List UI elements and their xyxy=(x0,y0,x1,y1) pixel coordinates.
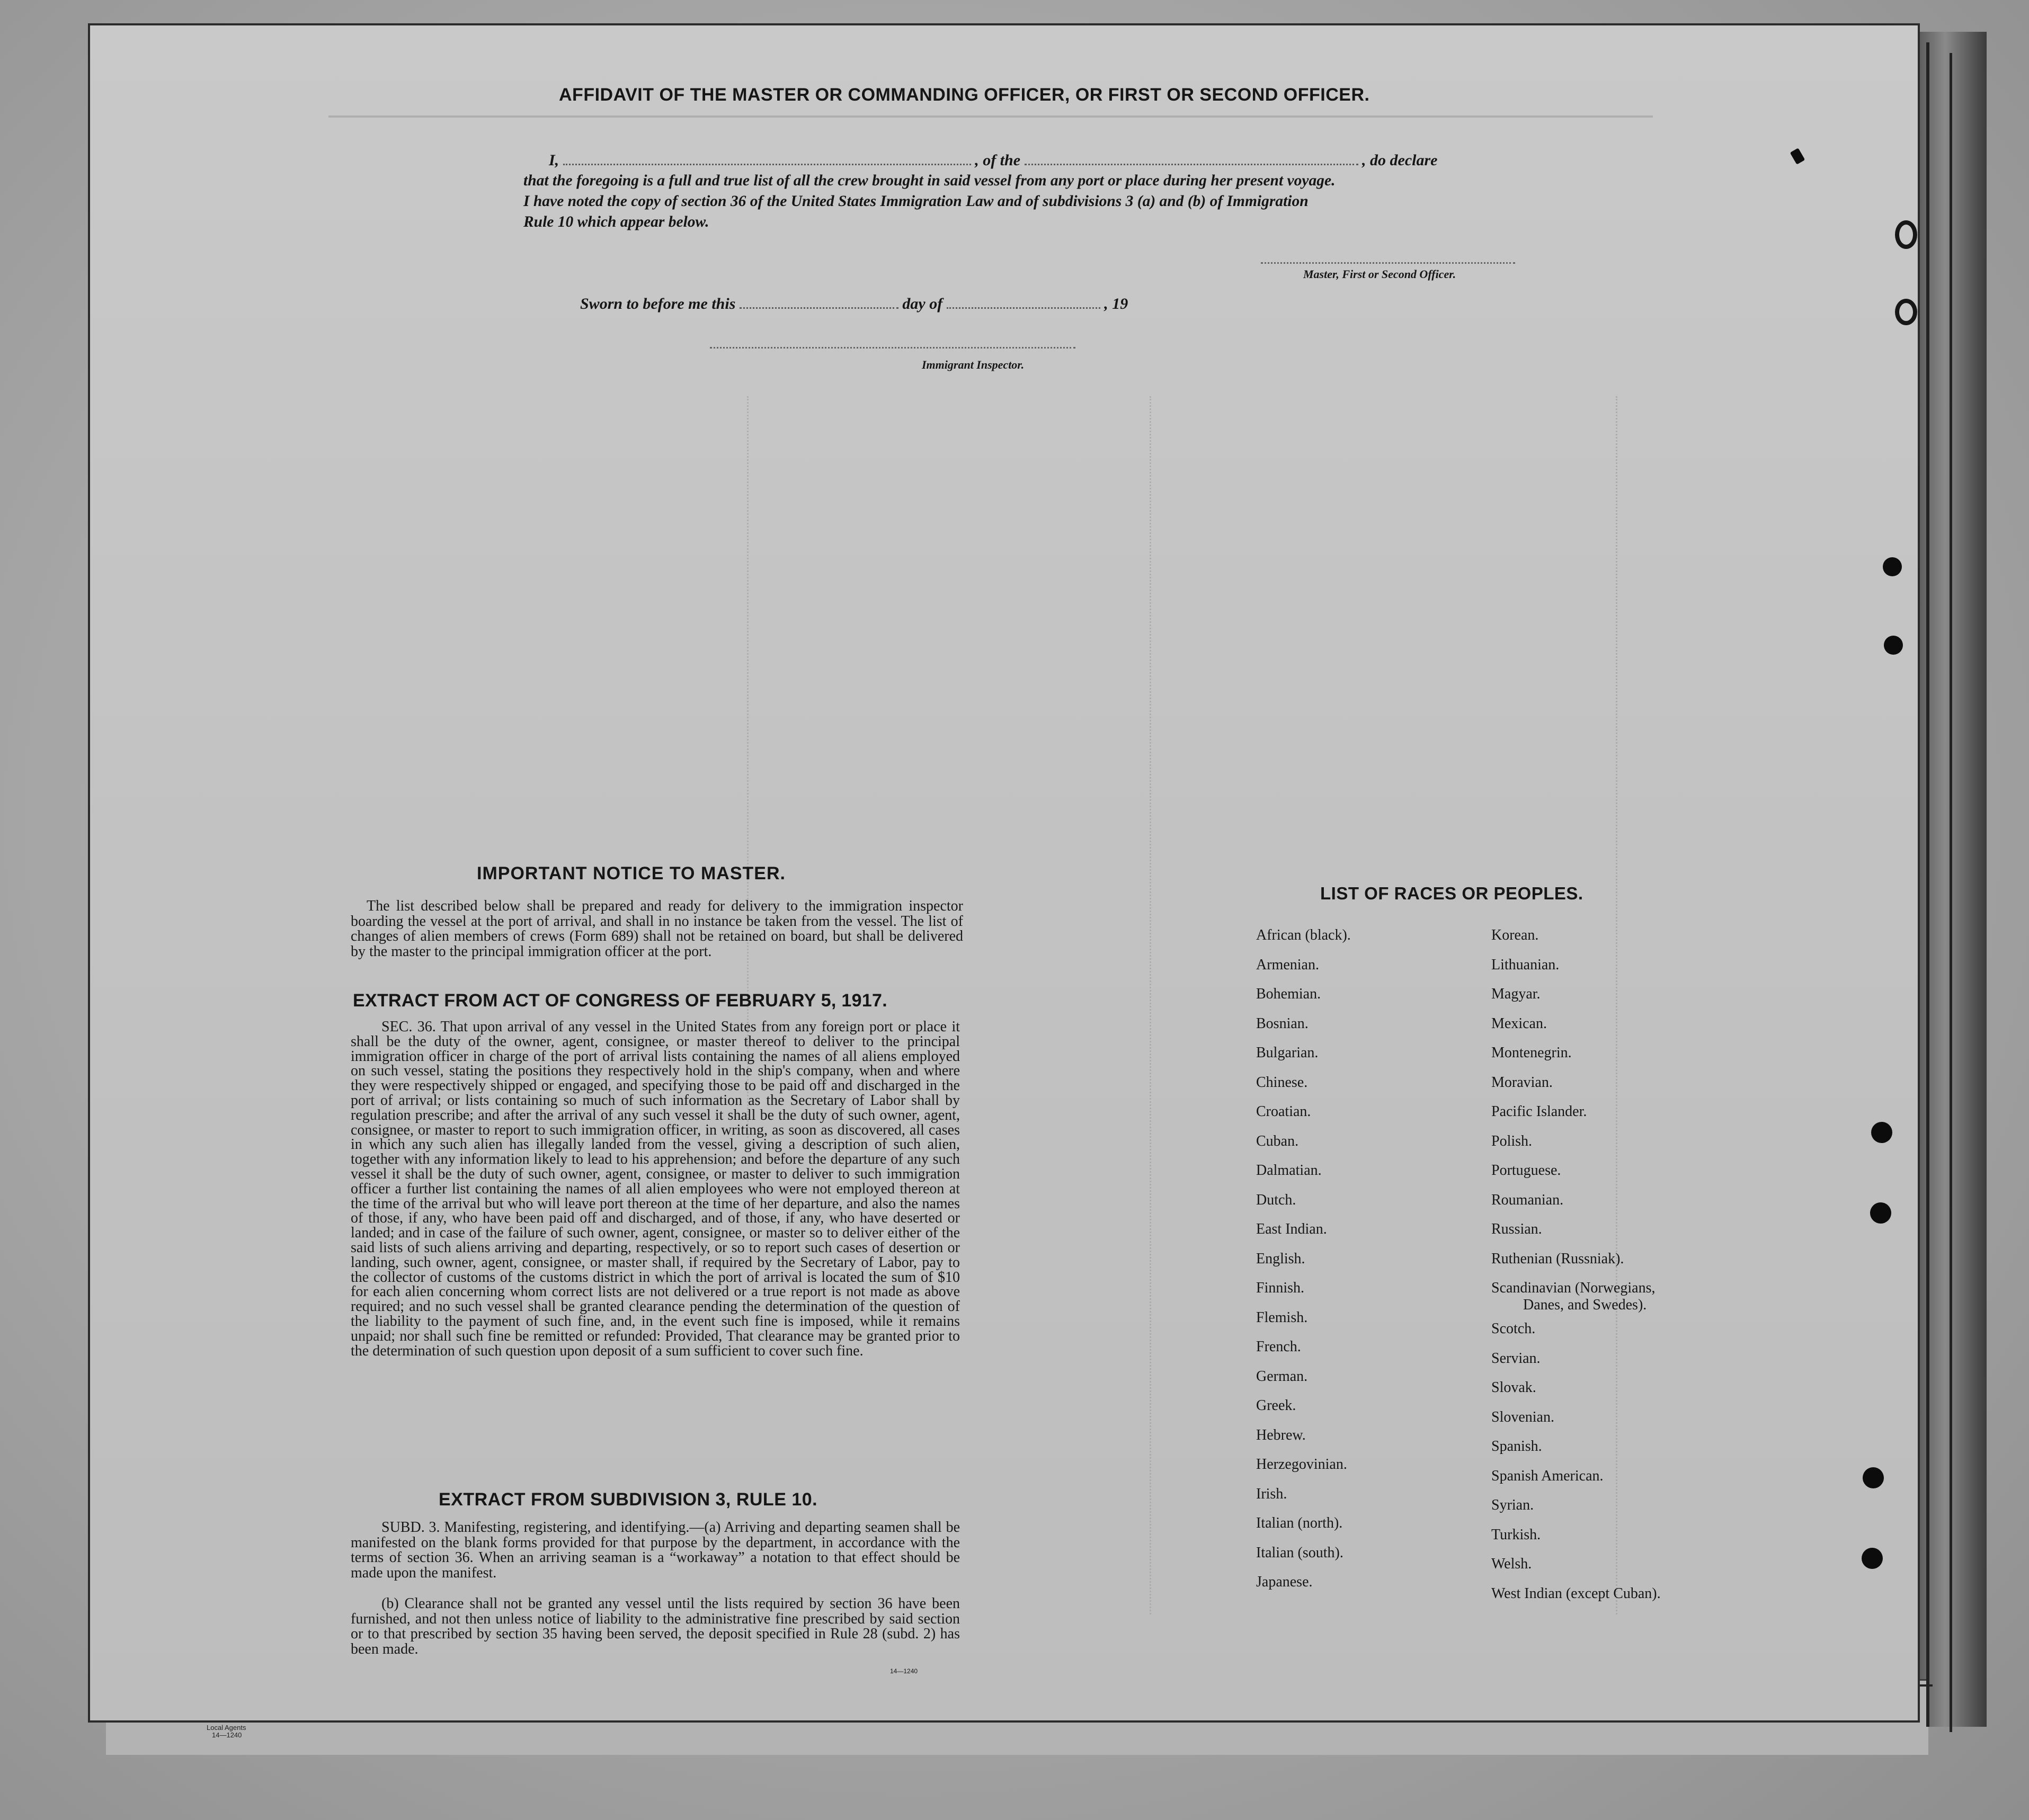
race-entry: Lithuanian. xyxy=(1491,956,1560,973)
affidavit-line-1 xyxy=(549,151,1437,169)
sworn-label: Sworn to before me this xyxy=(580,295,736,313)
bleed-through-column xyxy=(1150,396,1225,1614)
race-entry: French. xyxy=(1256,1339,1301,1355)
race-entry: Korean. xyxy=(1491,927,1539,943)
race-entry: Italian (south). xyxy=(1256,1544,1343,1561)
sworn-day-blank[interactable] xyxy=(740,307,898,309)
race-entry: Russian. xyxy=(1491,1221,1542,1237)
binder-hole xyxy=(1863,1467,1884,1488)
race-entry: Slovenian. xyxy=(1491,1408,1554,1425)
race-entry: Mexican. xyxy=(1491,1015,1547,1032)
notice-title: IMPORTANT NOTICE TO MASTER. xyxy=(477,863,786,884)
race-entry: Danes, and Swedes). xyxy=(1523,1297,1647,1313)
affidavit-line-2: that the foregoing is a full and true list of all the crew brought in said vessel from any port or place during her present voyage. xyxy=(523,172,1336,189)
sworn-month-blank[interactable] xyxy=(947,307,1100,309)
race-entry: Spanish. xyxy=(1491,1438,1542,1455)
race-entry: Slovak. xyxy=(1491,1379,1536,1396)
binder-hole xyxy=(1870,1202,1891,1224)
vessel-blank[interactable] xyxy=(1025,164,1358,165)
race-entry: Herzegovinian. xyxy=(1256,1456,1347,1473)
race-entry: Hebrew. xyxy=(1256,1426,1306,1443)
race-entry: Spanish American. xyxy=(1491,1467,1604,1484)
day-of-label: day of xyxy=(902,295,943,313)
race-entry: Bosnian. xyxy=(1256,1015,1309,1032)
race-entry: Flemish. xyxy=(1256,1309,1308,1326)
affidavit-declare-label: , do declare xyxy=(1362,151,1438,169)
notice-body: The list described below shall be prepared and ready for delivery to the immigration inspector boarding the vessel at the port of arrival, and shall in no instance be taken from the vessel. The list of changes of alien members of crews (Form 689) shall not be retained on board, but shall be delivered by the master to the principal immigration officer at the port. xyxy=(351,898,963,960)
race-entry: Chinese. xyxy=(1256,1074,1308,1091)
race-entry: Moravian. xyxy=(1491,1074,1553,1091)
master-signature-line[interactable] xyxy=(1261,262,1515,264)
race-entry: Magyar. xyxy=(1491,986,1541,1002)
inspector-signature-line[interactable] xyxy=(710,347,1075,349)
sworn-line xyxy=(580,295,1128,313)
affidavit-of-the-label: , of the xyxy=(975,151,1021,169)
race-entry: Pacific Islander. xyxy=(1491,1103,1587,1120)
race-entry: German. xyxy=(1256,1368,1308,1385)
stamp-line: 14—1240 xyxy=(212,1731,242,1739)
page-edge-line xyxy=(1950,53,1952,1732)
stamp-line: Local Agents xyxy=(207,1724,246,1732)
race-entry: Dalmatian. xyxy=(1256,1162,1322,1179)
form-number: 14—1240 xyxy=(890,1667,918,1675)
races-left-column xyxy=(1256,927,1351,1603)
binder-hole xyxy=(1862,1548,1883,1569)
races-title: LIST OF RACES OR PEOPLES. xyxy=(1320,884,1583,903)
race-entry: Bohemian. xyxy=(1256,986,1321,1002)
race-entry: Japanese. xyxy=(1256,1574,1313,1590)
race-entry: West Indian (except Cuban). xyxy=(1491,1585,1661,1602)
race-entry: Finnish. xyxy=(1256,1280,1305,1296)
year-label: , 19 xyxy=(1104,295,1128,313)
race-entry: Greek. xyxy=(1256,1397,1296,1414)
extract-rule-para-b: (b) Clearance shall not be granted any vessel until the lists required by section 36 have been furnished, and not then unless notice of liability to the administrative fine prescribed by said section or to that prescribed by section 35 having been served, the deposit specified in Rule 28 (subd. 2) has been made. xyxy=(351,1595,960,1657)
extract-rule-para-a: SUBD. 3. Manifesting, registering, and identifying.—(a) Arriving and departing seamen shall be manifested on the blank forms provided for that purpose by the department, in accordance with the terms of section 36. When an arriving seaman is a “workaway” a notation to that effect should be made upon the manifest. xyxy=(351,1519,960,1581)
race-entry: Bulgarian. xyxy=(1256,1045,1319,1061)
local-agents-stamp xyxy=(207,1724,246,1739)
extract-act-body: SEC. 36. That upon arrival of any vessel in the United States from any foreign port or place it shall be the duty of the owner, agent, consignee, or master thereof to deliver to the principal immigration officer in charge of the port of arrival lists containing the names of all aliens employed on such vessel, stating the positions they respectively hold in the ship's company, when and where they were respectively shipped or engaged, and specifying those to be paid off and discharged in the port of arrival; or lists containing so much of such information as the Secretary of Labor shall by regulation prescribe; and after the arrival of any such vessel it shall be the duty of such owner, agent, consignee, or master to report to such immigration officer, in writing, as soon as discovered, all cases in which any such alien has illegally landed from the vessel, giving a description of such alien, together with any information likely to lead to his apprehension; and before the departure of any such vessel it shall be the duty of such owner, agent, consignee, or master to deliver to such immigration officer a further list containing the names of all alien employees who were not employed thereon at the time of the arrival but who will leave port thereon at the time of her departure, and also the names of those, if any, who have been paid off and discharged, and of those, if any, who have deserted or landed; and in case of the failure of such owner, agent, consignee, or master so to deliver either of the said lists of such aliens arriving and departing, respectively, or so to report such cases of desertion or landing, such owner, agent, consignee, or master shall, if required by the Secretary of Labor, pay to the collector of customs of the customs district in which the port of arrival is located the sum of $10 for each alien concerning whom correct lists are not delivered or a true report is not made as above required; and no such vessel shall be granted clearance pending the determination of the question of the liability to the payment of such fine, and, in the event such fine is imposed, while it remains unpaid; nor shall such fine be remitted or refunded: Provided, That clearance may be granted prior to the determination of such question upon deposit of a sum sufficient to cover such fine. xyxy=(351,1019,960,1359)
race-entry: Irish. xyxy=(1256,1485,1287,1502)
affidavit-i-label: I, xyxy=(549,151,559,169)
race-entry: Scotch. xyxy=(1491,1321,1536,1337)
race-entry: Turkish. xyxy=(1491,1526,1541,1543)
race-entry: Croatian. xyxy=(1256,1103,1311,1120)
affidavit-line-3: I have noted the copy of section 36 of the United States Immigration Law and of subdivisions 3 (a) and (b) of Immigration xyxy=(523,193,1309,210)
inspector-label: Immigrant Inspector. xyxy=(922,358,1025,371)
race-entry: Polish. xyxy=(1491,1132,1533,1149)
race-entry: East Indian. xyxy=(1256,1221,1327,1237)
race-entry: Dutch. xyxy=(1256,1191,1296,1208)
binder-hole xyxy=(1884,636,1903,655)
race-entry: Roumanian. xyxy=(1491,1191,1564,1208)
race-entry: Scandinavian (Norwegians, xyxy=(1491,1280,1656,1296)
binder-hole xyxy=(1895,299,1917,325)
name-blank[interactable] xyxy=(563,164,971,165)
race-entry: Cuban. xyxy=(1256,1132,1299,1149)
race-entry: English. xyxy=(1256,1250,1305,1267)
affidavit-title: AFFIDAVIT OF THE MASTER OR COMMANDING OFFICER, OR FIRST OR SECOND OFFICER. xyxy=(559,85,1370,105)
master-signature-label: Master, First or Second Officer. xyxy=(1303,267,1456,281)
binder-hole xyxy=(1895,220,1917,249)
race-entry: African (black). xyxy=(1256,927,1351,943)
race-entry: Montenegrin. xyxy=(1491,1045,1572,1061)
binder-hole xyxy=(1883,557,1902,576)
extract-act-title: EXTRACT FROM ACT OF CONGRESS OF FEBRUARY 5, 1917. xyxy=(353,991,888,1011)
race-entry: Welsh. xyxy=(1491,1556,1532,1572)
bleed-through-rule xyxy=(328,115,1653,123)
race-entry: Portuguese. xyxy=(1491,1162,1561,1179)
race-entry: Armenian. xyxy=(1256,956,1319,973)
race-entry: Syrian. xyxy=(1491,1497,1534,1513)
race-entry: Ruthenian (Russniak). xyxy=(1491,1250,1624,1267)
races-right-column xyxy=(1491,927,1661,1614)
extract-rule-title: EXTRACT FROM SUBDIVISION 3, RULE 10. xyxy=(439,1489,818,1510)
binder-hole xyxy=(1871,1122,1892,1143)
race-entry: Italian (north). xyxy=(1256,1515,1343,1531)
page-edge-line xyxy=(1926,42,1929,1727)
race-entry: Servian. xyxy=(1491,1350,1541,1367)
affidavit-line-4: Rule 10 which appear below. xyxy=(523,213,709,230)
